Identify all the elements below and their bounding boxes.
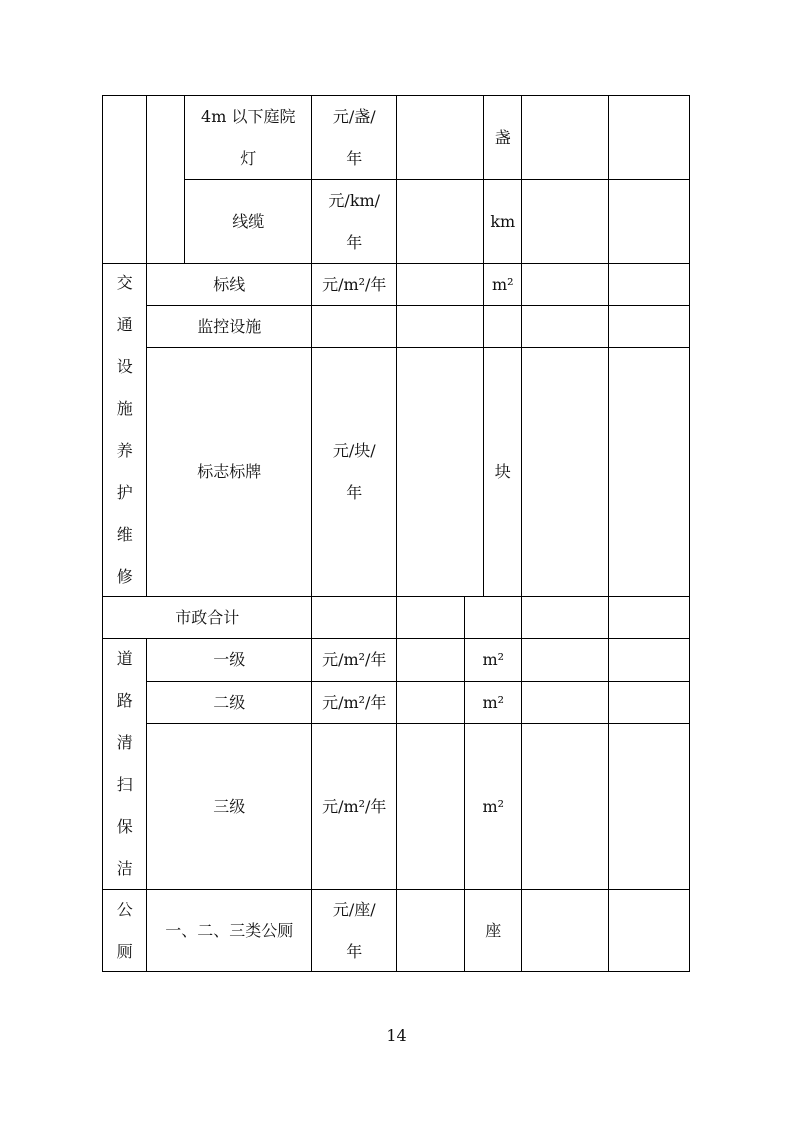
group-char: 洁 bbox=[116, 859, 133, 879]
table-cell bbox=[521, 95, 609, 180]
group-char: 道 bbox=[116, 649, 133, 669]
unit: 元/m²/年 bbox=[322, 274, 387, 294]
table-cell bbox=[102, 95, 147, 264]
item-name: 监控设施 bbox=[197, 316, 262, 336]
unit: 元/m²/年 bbox=[322, 692, 387, 712]
group-char: 公 bbox=[116, 899, 133, 919]
qty-unit: m² bbox=[482, 796, 505, 816]
group-char: 扫 bbox=[116, 775, 133, 795]
qty-unit-cell bbox=[464, 681, 522, 724]
price-cell bbox=[396, 723, 465, 890]
unit-cell bbox=[311, 889, 397, 972]
item-name: 标线 bbox=[213, 274, 246, 294]
qty-unit-cell bbox=[483, 263, 522, 306]
group-char: 交 bbox=[116, 273, 133, 293]
unit-line: 元/km/ bbox=[328, 190, 381, 210]
unit-cell bbox=[311, 179, 397, 264]
group-char: 清 bbox=[116, 733, 133, 753]
total-label-cell bbox=[102, 596, 312, 639]
group-char: 路 bbox=[116, 691, 133, 711]
group-label-cleaning bbox=[102, 638, 147, 890]
price-cell bbox=[396, 179, 484, 264]
unit-cell bbox=[311, 347, 397, 597]
item-name: 一级 bbox=[213, 650, 246, 670]
table-cell bbox=[146, 95, 185, 264]
item-name-cell bbox=[146, 723, 312, 890]
table-cell bbox=[608, 638, 690, 682]
item-name-cell bbox=[146, 681, 312, 724]
table-cell bbox=[521, 305, 609, 348]
group-char: 养 bbox=[116, 441, 133, 461]
table-cell bbox=[521, 681, 609, 724]
table-cell bbox=[608, 95, 690, 180]
price-cell bbox=[396, 889, 465, 972]
table-cell bbox=[608, 681, 690, 724]
table-cell bbox=[608, 263, 690, 306]
table-cell bbox=[608, 596, 690, 639]
table-cell bbox=[521, 263, 609, 306]
group-char: 维 bbox=[116, 525, 133, 545]
item-name-cell bbox=[146, 305, 312, 348]
page-number: 14 bbox=[386, 1026, 407, 1045]
item-name: 二级 bbox=[213, 692, 246, 712]
table-cell bbox=[608, 347, 690, 597]
qty-unit-cell bbox=[464, 889, 522, 972]
price-cell bbox=[396, 681, 465, 724]
group-label-toilet bbox=[102, 889, 147, 972]
qty-unit: 盏 bbox=[494, 127, 511, 147]
group-char: 施 bbox=[116, 399, 133, 419]
table-cell bbox=[608, 179, 690, 264]
unit-line: 元/块/ bbox=[332, 441, 376, 461]
table-cell bbox=[521, 347, 609, 597]
unit-line: 元/座/ bbox=[332, 899, 376, 919]
group-char: 修 bbox=[116, 567, 133, 587]
qty-unit: 座 bbox=[485, 920, 502, 940]
qty-unit-cell bbox=[483, 305, 522, 348]
qty-unit-cell bbox=[483, 95, 522, 180]
item-name-line: 灯 bbox=[240, 148, 257, 168]
item-name-cell bbox=[184, 179, 312, 264]
group-label-traffic bbox=[102, 263, 147, 597]
item-name-cell bbox=[146, 347, 312, 597]
price-cell bbox=[396, 95, 484, 180]
unit: 元/m²/年 bbox=[322, 796, 387, 816]
group-char: 设 bbox=[116, 357, 133, 377]
table-cell bbox=[608, 889, 690, 972]
qty-unit: m² bbox=[482, 650, 505, 670]
table-cell bbox=[396, 596, 465, 639]
group-char: 厕 bbox=[116, 941, 133, 961]
qty-unit-cell bbox=[464, 723, 522, 890]
item-name: 三级 bbox=[213, 796, 246, 816]
qty-unit: km bbox=[490, 211, 516, 231]
item-name-cell bbox=[146, 638, 312, 682]
unit-line: 年 bbox=[346, 941, 363, 961]
item-name: 线缆 bbox=[232, 211, 265, 231]
item-name-cell bbox=[184, 95, 312, 180]
qty-unit: m² bbox=[482, 692, 505, 712]
table-cell bbox=[521, 723, 609, 890]
item-name-cell bbox=[146, 263, 312, 306]
unit-line: 年 bbox=[346, 148, 363, 168]
total-label: 市政合计 bbox=[175, 607, 240, 627]
group-char: 护 bbox=[116, 483, 133, 503]
table-cell bbox=[521, 889, 609, 972]
unit-cell bbox=[311, 95, 397, 180]
group-char: 保 bbox=[116, 817, 133, 837]
unit-cell bbox=[311, 638, 397, 682]
table-cell bbox=[521, 638, 609, 682]
unit-cell bbox=[311, 305, 397, 348]
table-cell bbox=[521, 179, 609, 264]
unit-cell bbox=[311, 263, 397, 306]
item-name-cell bbox=[146, 889, 312, 972]
unit-cell bbox=[311, 681, 397, 724]
unit-cell bbox=[311, 723, 397, 890]
qty-unit: 块 bbox=[494, 462, 511, 482]
unit-line: 年 bbox=[346, 232, 363, 252]
qty-unit-cell bbox=[483, 179, 522, 264]
price-cell bbox=[396, 638, 465, 682]
item-name: 标志标牌 bbox=[197, 462, 262, 482]
table-cell bbox=[521, 596, 609, 639]
group-char: 通 bbox=[116, 315, 133, 335]
qty-unit-cell bbox=[483, 347, 522, 597]
unit-line: 元/盏/ bbox=[332, 106, 376, 126]
qty-unit-cell bbox=[464, 638, 522, 682]
table-cell bbox=[311, 596, 397, 639]
price-cell bbox=[396, 305, 484, 348]
item-name: 一、二、三类公厕 bbox=[165, 920, 294, 940]
table-cell bbox=[608, 723, 690, 890]
unit: 元/m²/年 bbox=[322, 650, 387, 670]
price-cell bbox=[396, 263, 484, 306]
qty-unit: m² bbox=[491, 274, 514, 294]
table-cell bbox=[608, 305, 690, 348]
unit-line: 年 bbox=[346, 483, 363, 503]
table-cell bbox=[464, 596, 522, 639]
price-cell bbox=[396, 347, 484, 597]
item-name-line: 4m 以下庭院 bbox=[201, 106, 296, 126]
